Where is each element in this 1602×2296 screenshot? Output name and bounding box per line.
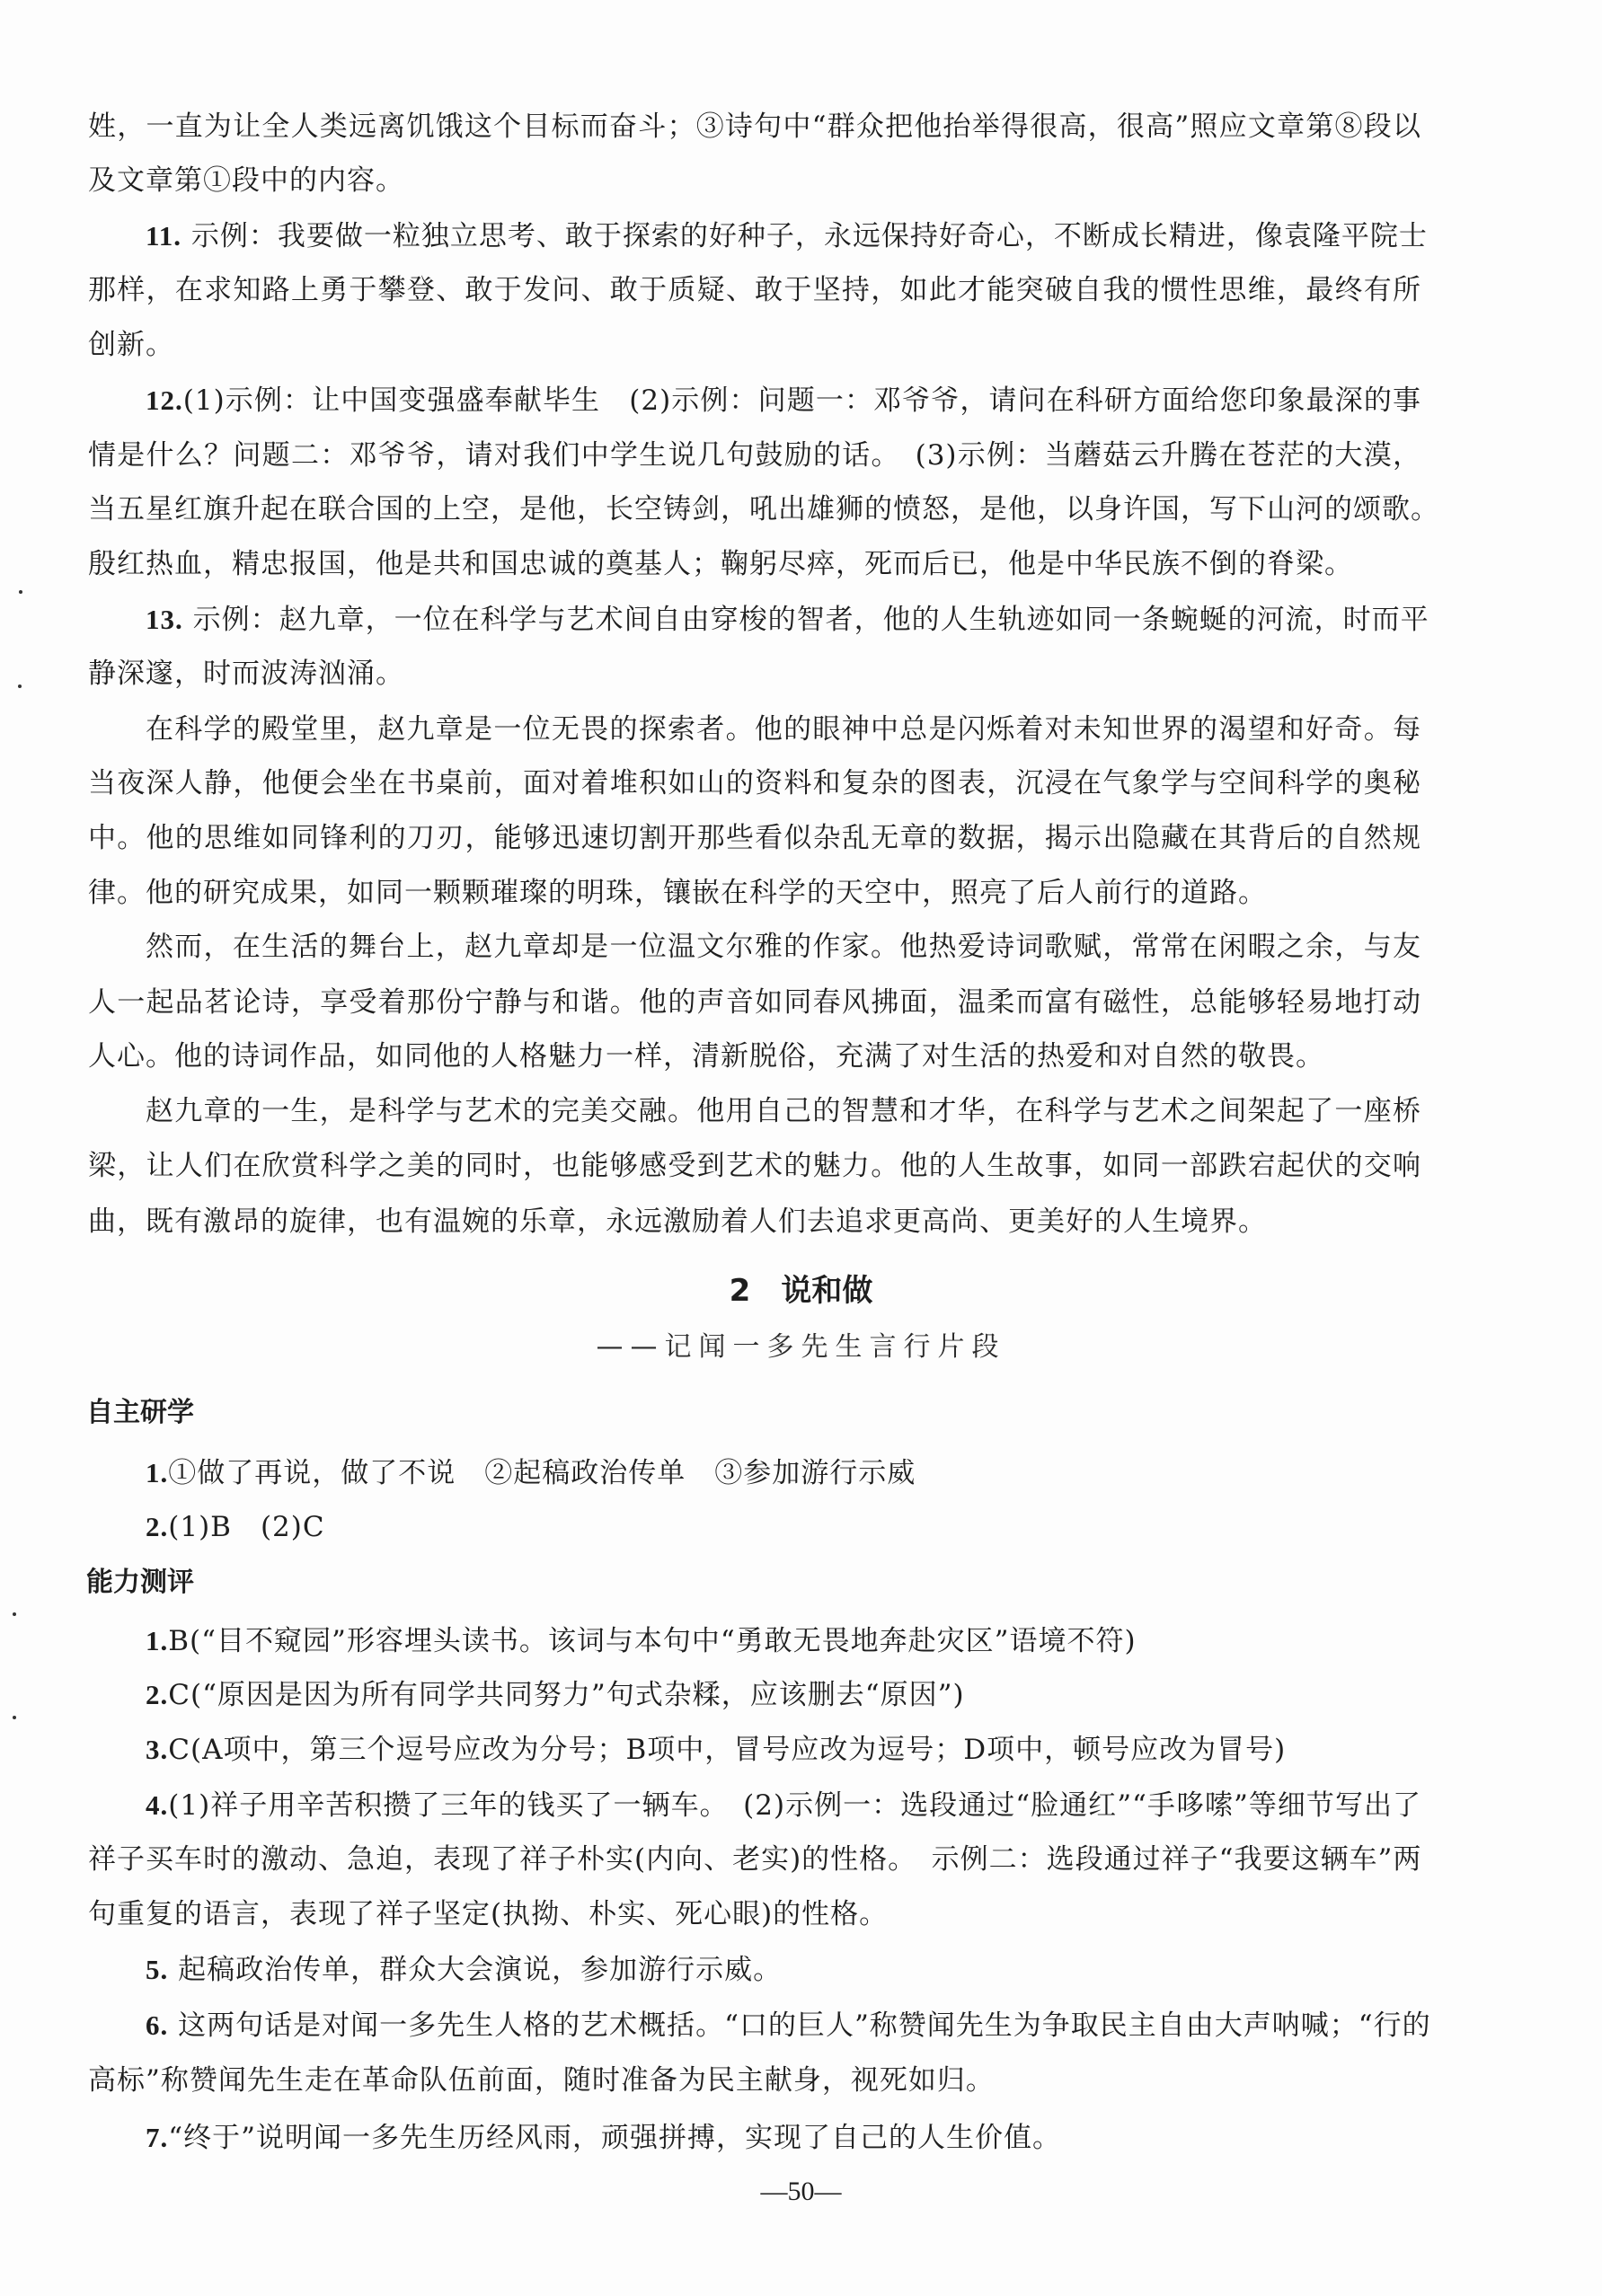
answer-text: 起稿政治传单，群众大会演说，参加游行示威。 [178, 1954, 783, 1986]
list-item [146, 1677, 1421, 1713]
question-number: 1. [146, 1457, 169, 1488]
question-number: 2. [146, 1679, 169, 1710]
answer-text: (1)B (2)C [168, 1511, 325, 1543]
answer-11 [146, 218, 1428, 254]
text-line: 梁，让人们在欣赏科学之美的同时，也能够感受到艺术的魅力。他的人生故事，如同一部跌宕起伏的交响 [88, 1150, 1421, 1182]
answer-text: C(A项中，第三个逗号应改为分号；B项中，冒号应改为逗号；D项中，顿号应改为冒号) [168, 1734, 1287, 1766]
page-number: —50— [760, 2177, 842, 2206]
answer-text: C(“原因是因为所有同学共同努力”句式杂糅，应该删去“原因”) [168, 1679, 965, 1711]
question-number: 7. [146, 2122, 169, 2153]
text-line: 那样，在求知路上勇于攀登、敢于发问、敢于质疑、敢于坚持，如此才能突破自我的惯性思维，最终有所 [88, 274, 1421, 306]
text-line: 当夜深人静，他便会坐在书桌前，面对着堆积如山的资料和复杂的图表，沉浸在气象学与空间科学的奥秘 [88, 767, 1421, 799]
answer-13 [146, 602, 1429, 638]
lesson-title: 2 说和做 [729, 1273, 873, 1309]
text-line: 赵九章的一生，是科学与艺术的完美交融。他用自己的智慧和才华，在科学与艺术之间架起了一座桥 [146, 1095, 1421, 1127]
text-line: 创新。 [88, 329, 174, 361]
text-line: 在科学的殿堂里，赵九章是一位无畏的探索者。他的眼神中总是闪烁着对未知世界的渴望和好奇。每 [146, 713, 1421, 746]
text-line: 人心。他的诗词作品，如同他的人格魅力一样，清新脱俗，充满了对生活的热爱和对自然的敬畏。 [88, 1040, 1324, 1073]
answer-12 [146, 383, 1421, 419]
answer-text: 示例：赵九章，一位在科学与艺术间自由穿梭的智者，他的人生轨迹如同一条蜿蜒的河流，时而平 [192, 604, 1429, 636]
answer-text: (1)示例：让中国变强盛奉献毕生 (2)示例：问题一：邓爷爷，请问在科研方面给您印象最深的事 [182, 384, 1421, 417]
question-number: 1. [146, 1625, 169, 1656]
text-line: 祥子买车时的激动、急迫，表现了祥子朴实(内向、老实)的性格。 示例二：选段通过祥子“我要这辆车”两 [88, 1843, 1422, 1876]
text-line: 句重复的语言，表现了祥子坚定(执拗、朴实、死心眼)的性格。 [88, 1898, 889, 1930]
question-number: 5. [146, 1954, 169, 1985]
list-item [146, 1455, 1421, 1491]
text-line: 殷红热血，精忠报国，他是共和国忠诚的奠基人；鞠躬尽瘁，死而后已，他是中华民族不倒的脊梁。 [88, 548, 1353, 580]
text-line: 曲，既有激昂的旋律，也有温婉的乐章，永远激励着人们去追求更高尚、更美好的人生境界。 [88, 1205, 1267, 1238]
list-item [146, 2008, 1431, 2044]
text-line: 中。他的思维如同锋利的刀刃，能够迅速切割开那些看似杂乱无章的数据，揭示出隐藏在其背后的自然规 [88, 822, 1421, 854]
text-line: 情是什么？问题二：邓爷爷，请对我们中学生说几句鼓励的话。 (3)示例：当蘑菇云升腾在苍茫的大漠， [88, 439, 1421, 472]
text-line: 当五星红旗升起在联合国的上空，是他，长空铸剑，吼出雄狮的愤怒，是他，以身许国，写下山河的颂歌。 [88, 493, 1439, 525]
list-item [146, 1623, 1421, 1659]
question-number: 11. [146, 220, 182, 252]
list-item [146, 1952, 1421, 1988]
answer-text: 这两句话是对闻一多先生人格的艺术概括。“口的巨人”称赞闻先生为争取民主自由大声呐喊；“行的 [178, 2009, 1431, 2042]
answer-text: “终于”说明闻一多先生历经风雨，顽强拼搏，实现了自己的人生价值。 [168, 2122, 1061, 2154]
answer-text: ①做了再说，做了不说 ②起稿政治传单 ③参加游行示威 [168, 1457, 916, 1489]
lesson-subtitle: ——记闻一多先生言行片段 [596, 1331, 1006, 1363]
scan-speck [18, 684, 22, 688]
list-item [146, 2120, 1421, 2156]
answer-text: (1)祥子用辛苦积攒了三年的钱买了一辆车。 (2)示例一：选段通过“脸通红”“手哆嗦”等细节写出了 [168, 1789, 1421, 1822]
question-number: 6. [146, 2009, 169, 2041]
text-line: 静深邃，时而波涛汹涌。 [88, 658, 404, 690]
answer-text: B(“目不窥园”形容埋头读书。该词与本句中“勇敢无畏地奔赴灾区”语境不符) [168, 1625, 1137, 1657]
scan-speck [19, 590, 22, 594]
text-line: 及文章第①段中的内容。 [88, 164, 404, 197]
text-line: 姓，一直为让全人类远离饥饿这个目标而奋斗；③诗句中“群众把他抬举得很高，很高”照应文章第⑧段以 [88, 110, 1421, 143]
list-item [146, 1788, 1421, 1824]
text-line: 然而，在生活的舞台上，赵九章却是一位温文尔雅的作家。他热爱诗词歌赋，常常在闲暇之余，与友 [146, 931, 1421, 963]
question-number: 12. [146, 384, 183, 416]
text-line: 律。他的研究成果，如同一颗颗璀璨的明珠，镶嵌在科学的天空中，照亮了后人前行的道路。 [88, 877, 1267, 909]
question-number: 4. [146, 1789, 169, 1821]
section-title-zizhu-yanxue: 自主研学 [86, 1397, 194, 1428]
list-item [146, 1732, 1421, 1768]
question-number: 2. [146, 1511, 169, 1542]
text-line: 人一起品茗论诗，享受着那份宁静与和谐。他的声音如同春风拂面，温柔而富有磁性，总能够轻易地打动 [88, 986, 1421, 1019]
question-number: 13. [146, 604, 183, 635]
text-line: 高标”称赞闻先生走在革命队伍前面，随时准备为民主献身，视死如归。 [88, 2064, 995, 2097]
section-title-nengli-ceping: 能力测评 [86, 1567, 194, 1598]
list-item [146, 1509, 1421, 1545]
answer-text: 示例：我要做一粒独立思考、敢于探索的好种子，永远保持好奇心，不断成长精进，像袁隆平院士 [190, 220, 1428, 252]
scan-speck [13, 1612, 16, 1616]
scan-speck [13, 1716, 16, 1719]
question-number: 3. [146, 1734, 169, 1765]
